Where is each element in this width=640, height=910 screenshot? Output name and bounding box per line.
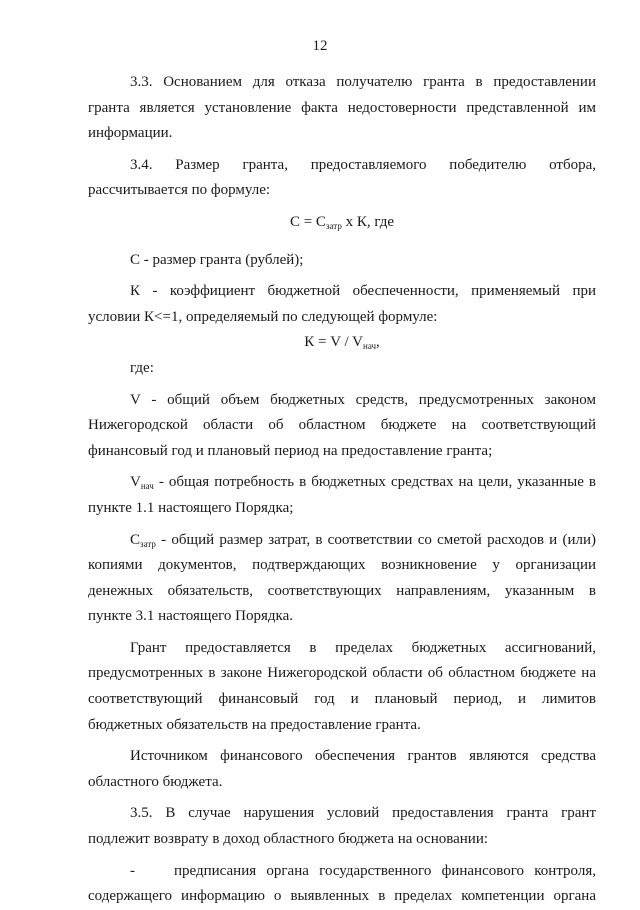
definition-vnach [88,470,596,521]
paragraph-grant-limits [88,636,596,738]
text-line: соответствующий финансовый год и плановый период, и лимитов [88,691,596,708]
formula-grant-size: $С = С_{затр}$ х К, где [289,213,395,231]
text-line: $С_{затр}$ - общий размер затрат, в соответствии со сметой расходов и (или) [130,531,596,549]
paragraph-funding-source [88,744,596,795]
definition-c: С - размер гранта (рублей); [130,251,304,268]
text-line: Источником финансового обеспечения грантов являются средства [130,748,596,765]
definition-k [88,279,596,330]
where-label: где: [130,359,154,376]
text-line: пункте 3.1 настоящего Порядка. [88,608,293,625]
text-line: рассчитывается по формуле: [88,182,271,199]
paragraph-3-3 [88,70,596,147]
formula-k: $К = V / V_{нач}$, [304,334,380,352]
text-line: К - коэффициент бюджетной обеспеченности, применяемый при [130,283,596,300]
text-line: гранта является установление факта недостоверности представленной им [88,99,596,116]
text-line: содержащего информацию о выявленных в пределах компетенции органа [88,888,596,905]
text-line: бюджетных обязательств на предоставление гранта. [88,716,421,733]
definition-v [88,388,596,465]
list-item-prescription [88,859,596,910]
text-line: 3.4. Размер гранта, предоставляемого победителю отбора, [130,156,596,173]
text-line: 3.5. В случае нарушения условий предоставления гранта грант [130,805,596,822]
text-line: пункте 1.1 настоящего Порядка; [88,499,294,516]
text-line: условии К<=1, определяемый по следующей формуле: [88,308,438,325]
text-line: финансовый год и плановый период на предоставление гранта; [88,442,493,459]
text-line: Нижегородской области об областном бюджете на соответствующий [88,417,596,434]
text-line: областного бюджета. [88,773,223,790]
page-number: 12 [312,38,328,54]
text-line: копиями документов, подтверждающих возникновение у организации [88,557,596,574]
text-line: - предписания органа государственного финансового контроля, [88,859,596,885]
paragraph-3-5 [88,801,596,852]
text-line: информации. [88,125,173,142]
paragraph-3-4 [88,153,596,204]
document-body [88,70,596,910]
list-dash: - [130,862,135,879]
text-line: денежных обязательств, соответствующих направлениям, указанным в [88,582,596,599]
definition-czatr [88,528,596,630]
text-line: $V_{нач}$ - общая потребность в бюджетных средствах на цели, указанные в [130,474,596,492]
text-line: предусмотренных в законе Нижегородской области об областном бюджете на [88,665,596,682]
text-line: V - общий объем бюджетных средств, предусмотренных законом [130,391,596,408]
text-line: подлежит возврату в доход областного бюджета на основании: [88,831,489,848]
text-line: 3.3. Основанием для отказа получателю гранта в предоставлении [130,74,596,90]
text-line: Грант предоставляется в пределах бюджетных ассигнований, [130,639,596,656]
